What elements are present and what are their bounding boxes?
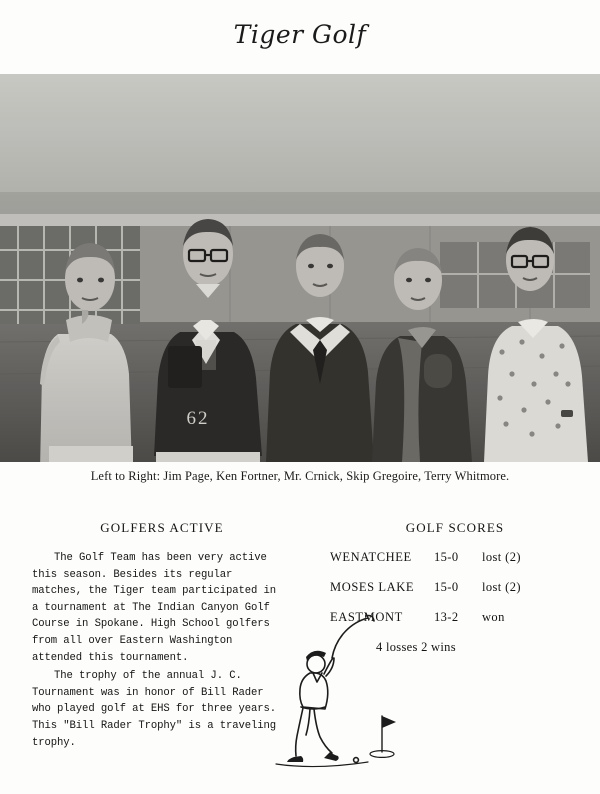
article-heading: GOLFERS ACTIVE <box>100 520 224 535</box>
score-value: 15-0 <box>434 550 459 564</box>
svg-text:62: 62 <box>186 408 210 429</box>
article-paragraph-2: The trophy of the annual J. C. Tournament was in honor of Bill Rader who played golf at EHS for three years. This "Bill Rader Trophy" is a traveling trophy. <box>32 670 277 749</box>
photo-caption: Left to Right: Jim Page, Ken Fortner, Mr. Crnick, Skip Gregoire, Terry Whitmore. <box>90 469 510 483</box>
score-team: MOSES LAKE <box>330 580 415 594</box>
score-result: lost (2) <box>482 550 521 564</box>
table-row <box>330 580 580 595</box>
article-paragraph-1: The Golf Team has been very active this season. Besides its regular matches, the Tiger team participated in a tournament at The Indian Canyon Golf Course in Spokane. High School golfers from all over Eastern Washington attended this tournament. <box>32 552 277 664</box>
score-result: won <box>482 610 505 624</box>
score-result: lost (2) <box>482 580 521 594</box>
golfers-active-article <box>32 520 282 751</box>
page-title: Tiger Golf <box>233 20 367 49</box>
score-team: EASTMONT <box>330 610 403 624</box>
scores-totals: 4 losses 2 wins <box>376 640 456 654</box>
score-value: 15-0 <box>434 580 459 594</box>
golfer-swinging-illustration <box>270 612 420 772</box>
score-team: WENATCHEE <box>330 550 412 564</box>
table-row <box>330 550 580 565</box>
scores-heading: GOLF SCORES <box>405 520 505 535</box>
score-value: 13-2 <box>434 610 459 624</box>
team-photograph <box>0 74 600 462</box>
